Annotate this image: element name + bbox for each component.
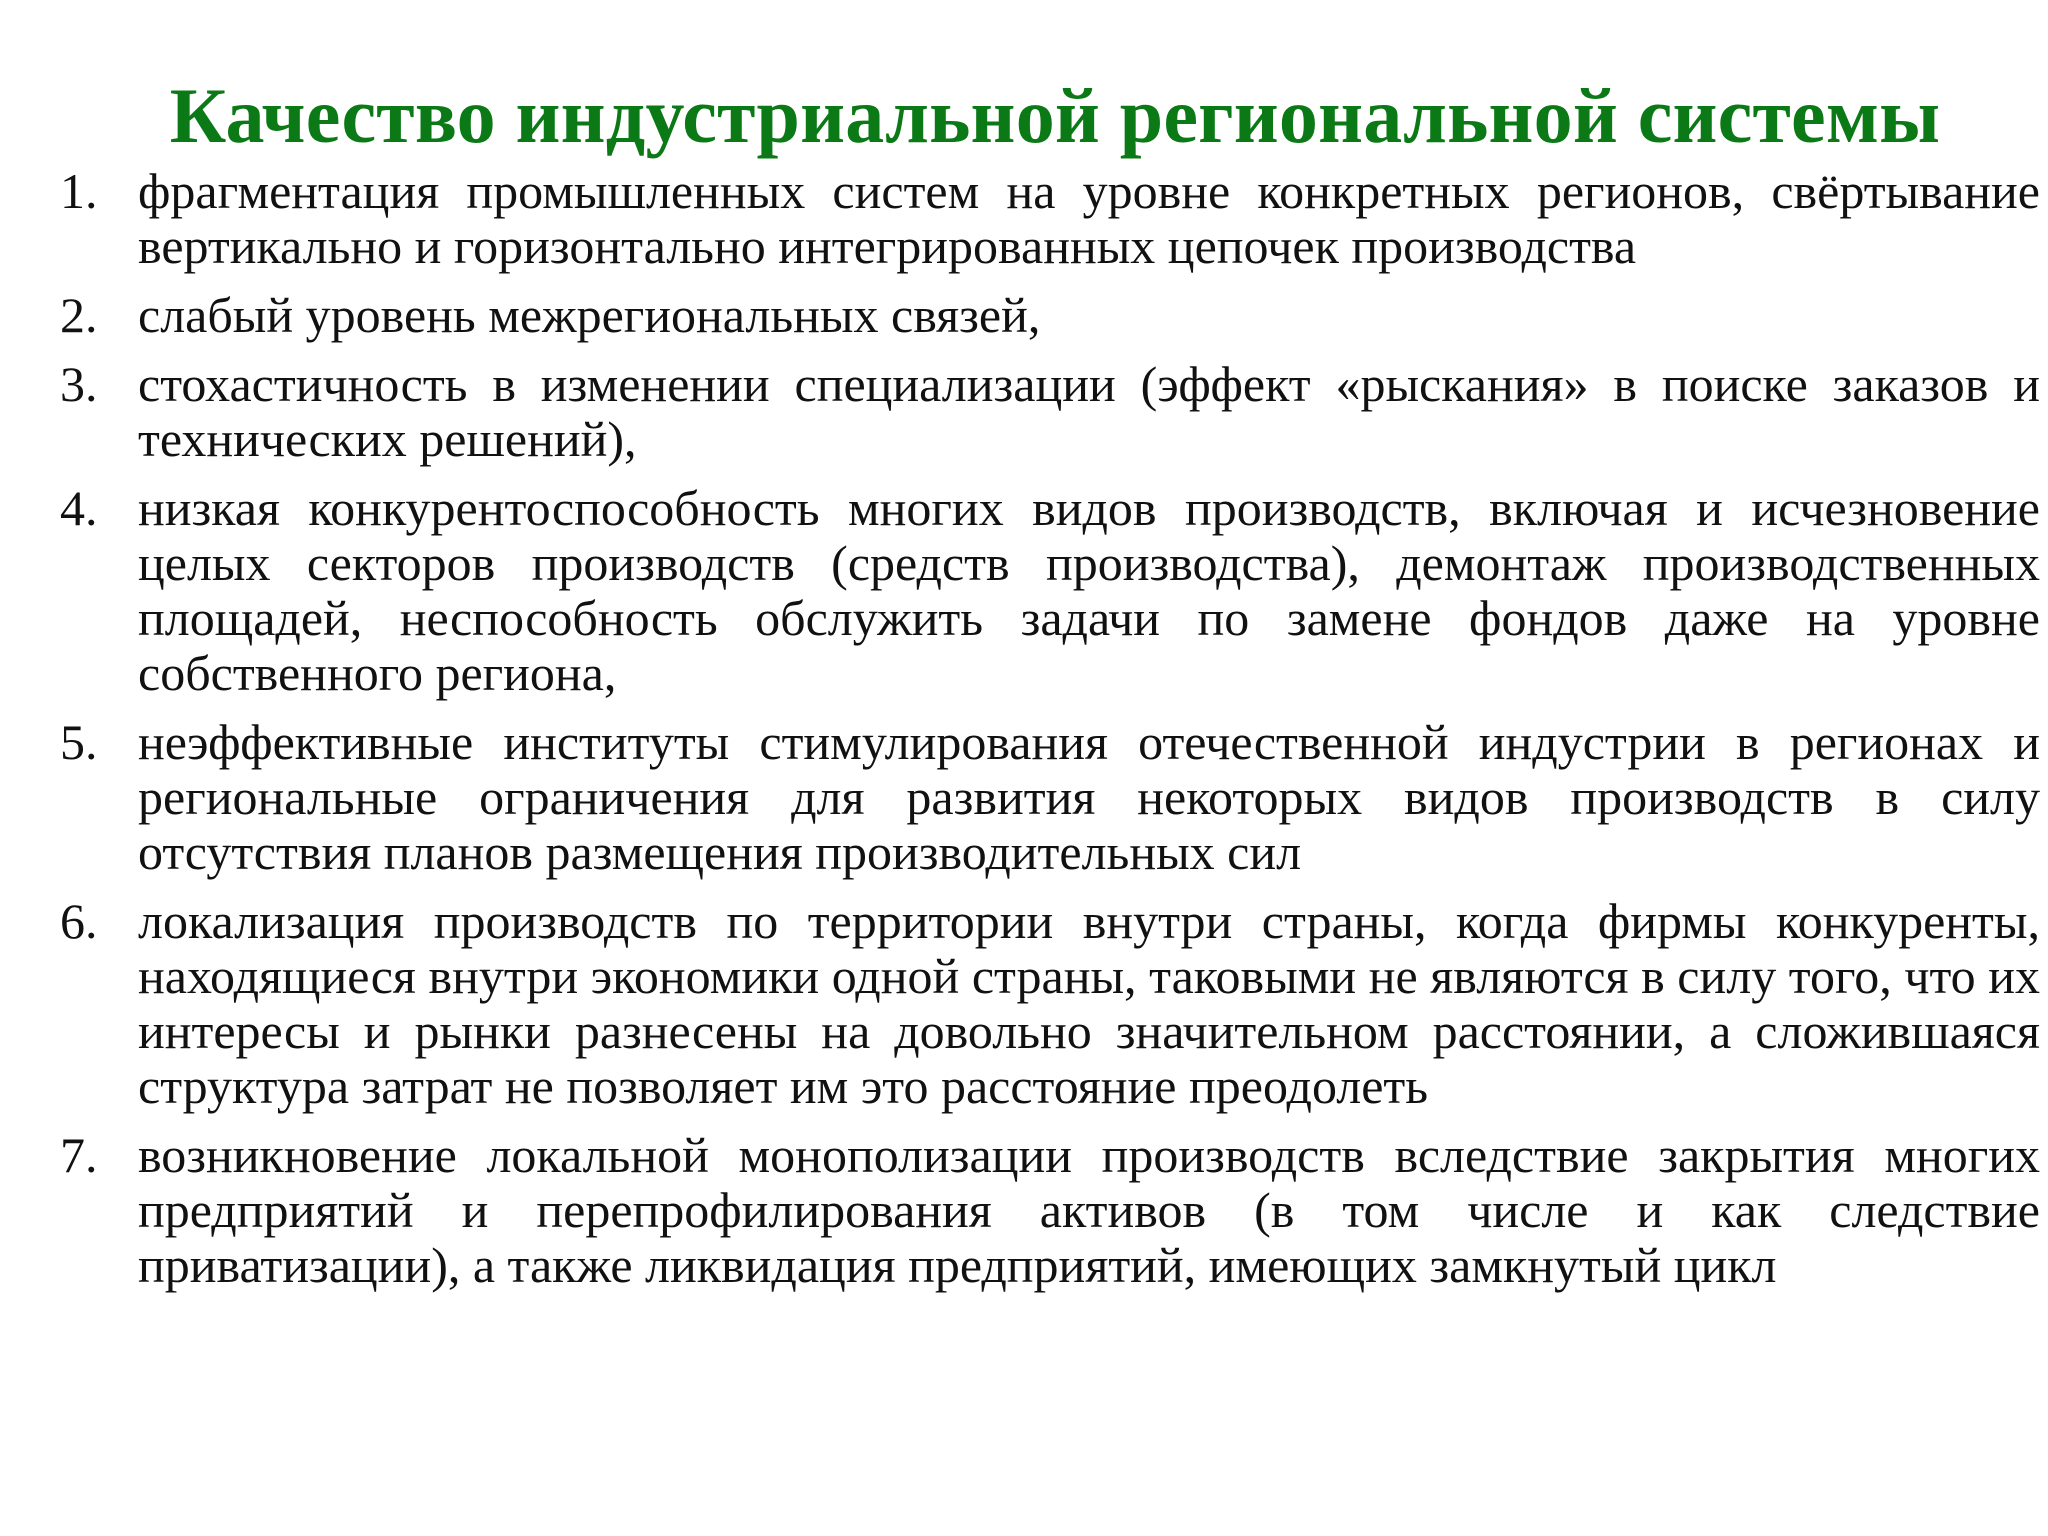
- list-item-text: фрагментация промышленных систем на уровне конкретных регионов, свёртывание вертикально и горизонтально интегрированных цепочек производства: [138, 163, 2040, 274]
- list-item-number: 6.: [60, 893, 98, 949]
- list-item-number: 5.: [60, 714, 98, 770]
- list-item-text: стохастичность в изменении специализации (эффект «рыскания» в поиске заказов и технических решений),: [138, 356, 2040, 467]
- list-item: [60, 164, 2040, 274]
- list-item-text: возникновение локальной монополизации производств вследствие закрытия многих предприятий и перепрофилирования активов (в том числе и как следствие приватизации), а также ликвидация предприятий, имеющих замкнутый цикл: [138, 1127, 2040, 1293]
- list-item-number: 2.: [60, 287, 98, 343]
- numbered-list: [60, 164, 2040, 1307]
- list-item: [60, 481, 2040, 701]
- slide-title: Качество индустриальной региональной системы: [169, 72, 1941, 159]
- list-item: [60, 715, 2040, 880]
- list-item-number: 4.: [60, 480, 98, 536]
- list-item-number: 1.: [60, 163, 98, 219]
- list-item: [60, 1128, 2040, 1293]
- list-item-text: низкая конкурентоспособность многих видов производств, включая и исчезновение целых секторов производств (средств производства), демонтаж производственных площадей, неспособность обслужить задачи по замене фондов даже на уровне собственного региона,: [138, 480, 2040, 701]
- list-item: [60, 357, 2040, 467]
- list-item: [60, 894, 2040, 1114]
- list-item-text: локализация производств по территории внутри страны, когда фирмы конкуренты, находящиеся внутри экономики одной страны, таковыми не являются в силу того, что их интересы и рынки разнесены на довольно значительном расстоянии, а сложившаяся структура затрат не позволяет им это расстояние преодолеть: [138, 893, 2040, 1114]
- list-item-text: неэффективные институты стимулирования отечественной индустрии в регионах и региональные ограничения для развития некоторых видов производств в силу отсутствия планов размещения производительных сил: [138, 714, 2040, 880]
- list-item-number: 7.: [60, 1127, 98, 1183]
- list-item: [60, 288, 2040, 343]
- list-item-text: слабый уровень межрегиональных связей,: [138, 287, 1041, 343]
- list-item-number: 3.: [60, 356, 98, 412]
